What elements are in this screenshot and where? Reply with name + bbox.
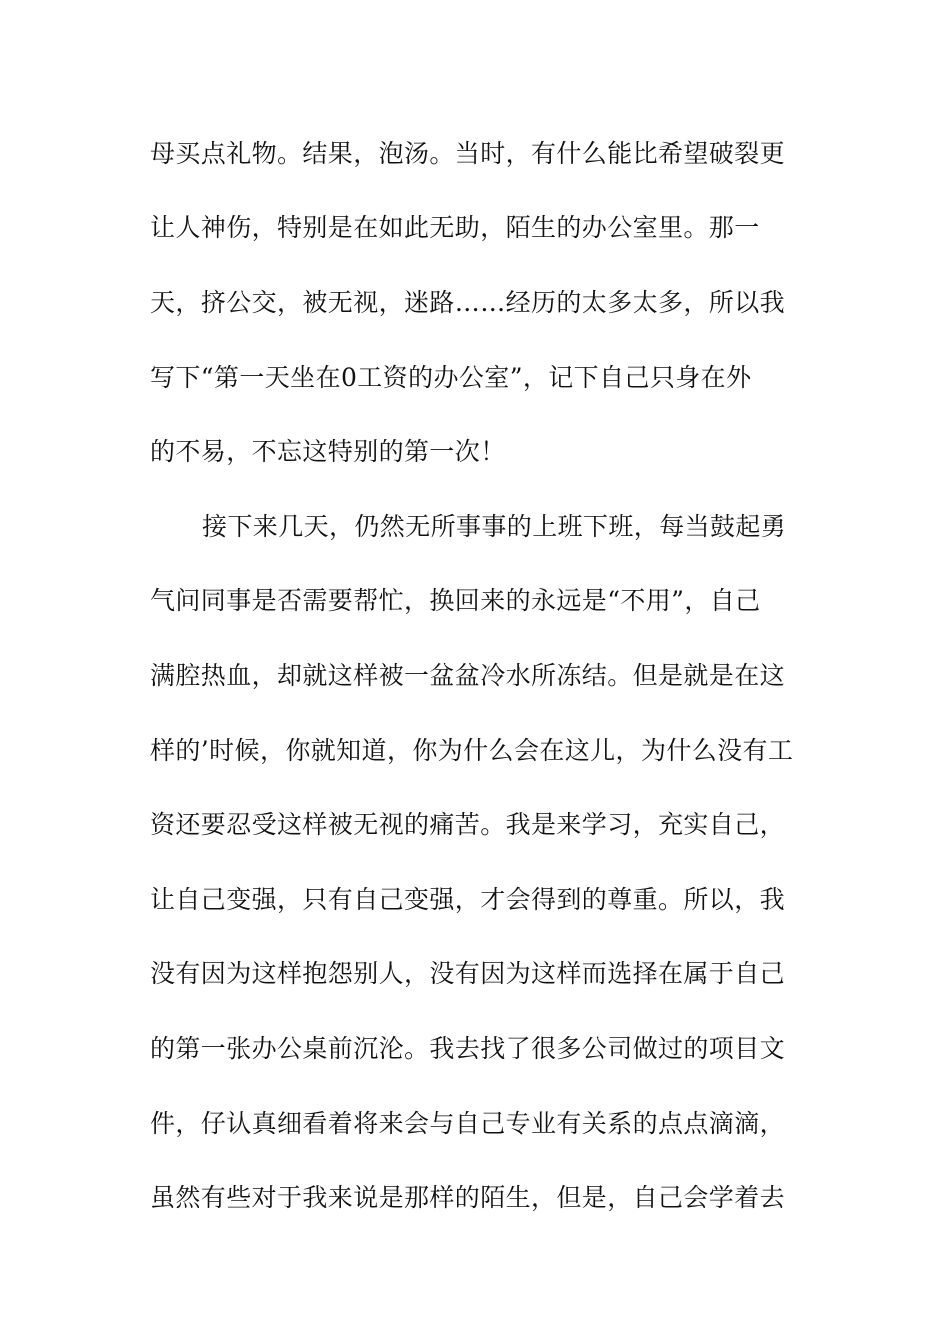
text-line: 气问同事是否需要帮忙，换回来的永远是“不用”，自己 bbox=[150, 586, 761, 615]
text-line: 的不易，不忘这特别的第一次！ bbox=[150, 437, 506, 466]
text-line: 满腔热血，却就这样被一盆盆冷水所冻结。但是就是在这 bbox=[150, 661, 786, 690]
text-line: 件，仔认真细看着将来会与自己专业有关系的点点滴滴， bbox=[150, 1109, 786, 1138]
text-line: 母买点礼物。结果，泡汤。当时，有什么能比希望破裂更 bbox=[150, 139, 786, 168]
text-line: 虽然有些对于我来说是那样的陌生，但是，自己会学着去 bbox=[150, 1183, 786, 1212]
text-line: 让人神伤，特别是在如此无助，陌生的办公室里。那一 bbox=[150, 213, 760, 242]
paragraph-first-line: 接下来几天，仍然无所事事的上班下班，每当鼓起勇 bbox=[202, 512, 787, 541]
text-line: 的第一张办公桌前沉沦。我去找了很多公司做过的项目文 bbox=[150, 1034, 786, 1063]
text-line: 天，挤公交，被无视，迷路……经历的太多太多，所以我 bbox=[150, 288, 786, 317]
text-line: 让自己变强，只有自己变强，才会得到的尊重。所以，我 bbox=[150, 885, 786, 914]
text-line: 写下“第一天坐在0工资的办公室”，记下自己只身在外 bbox=[150, 363, 752, 392]
text-line: 样的’时候，你就知道，你为什么会在这儿，为什么没有工 bbox=[150, 736, 794, 765]
text-line: 资还要忍受这样被无视的痛苦。我是来学习，充实自己， bbox=[150, 810, 786, 839]
text-line: 没有因为这样抱怨别人，没有因为这样而选择在属于自己 bbox=[150, 959, 786, 988]
